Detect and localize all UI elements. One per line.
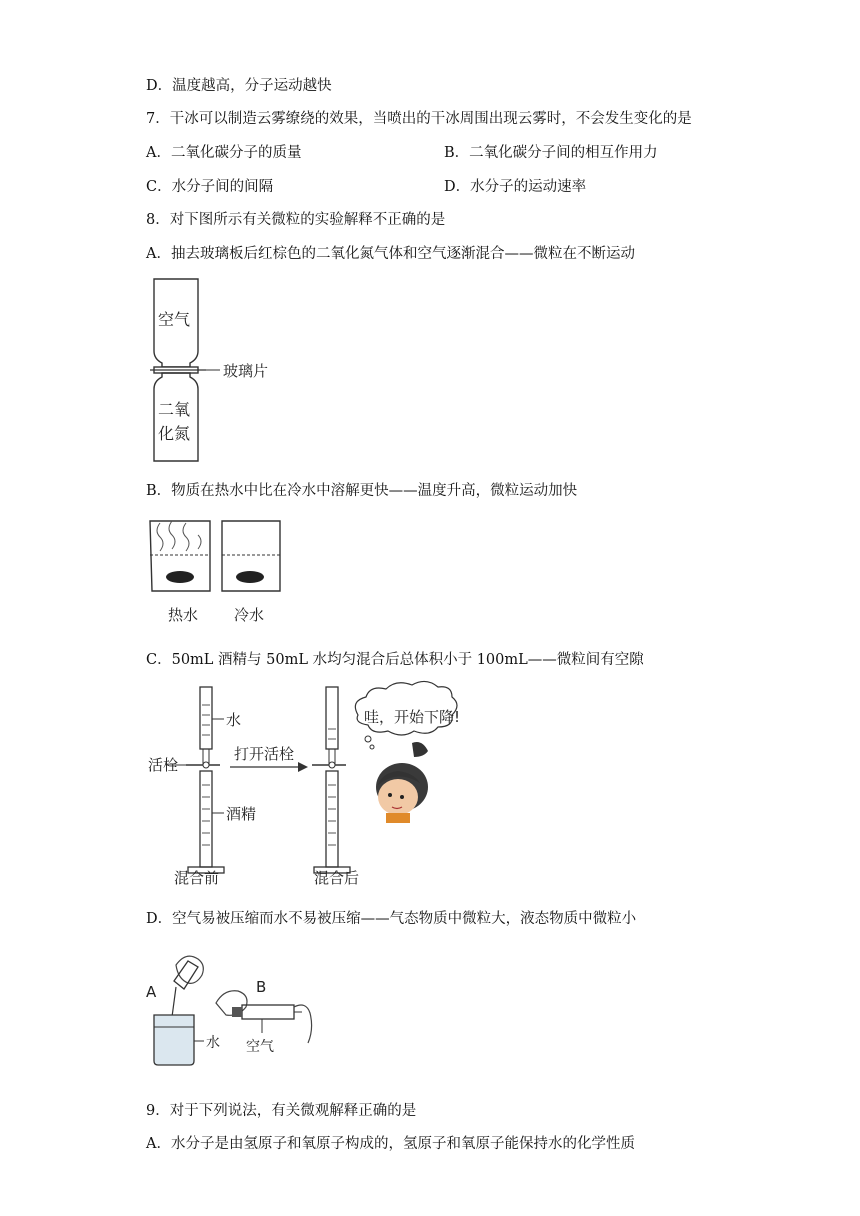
fig-b-hot-label: 热水 [168,606,199,624]
fig-d-label-a: A [146,983,157,1001]
q8-option-c: C．50mL 酒精与 50mL 水均匀混合后总体积小于 100mL——微粒间有空隙 [146,652,644,668]
q7-option-b: B．二氧化碳分子间的相互作用力 [444,145,658,161]
q7-option-d: D．水分子的运动速率 [444,179,587,195]
q8-option-a: A．抽去玻璃板后红棕色的二氧化氮气体和空气逐渐混合——微粒在不断运动 [146,246,635,262]
fig-c-speech: 哇，开始下降! [364,708,461,726]
fig-d-label-b: B [256,978,267,996]
figure-syringes [146,945,346,1070]
fig-b-cold-label: 冷水 [234,606,265,624]
q7-stem: 7．干冰可以制造云雾缭绕的效果，当喷出的干冰周围出现云雾时，不会发生变化的是 [146,111,692,127]
fig-a-bottom-line1: 二氧 [158,400,191,419]
fig-a-top-label: 空气 [158,310,191,329]
q7-option-a: A．二氧化碳分子的质量 [146,145,302,161]
figure-gas-jars [140,275,280,465]
girl-illustration [376,742,428,823]
fig-c-stopcock-label: 活栓 [148,756,179,774]
q6-option-d: D．温度越高，分子运动越快 [146,78,332,94]
q8-option-d: D．空气易被压缩而水不易被压缩——气态物质中微粒大，液态物质中微粒小 [146,911,637,927]
figure-beakers [146,515,286,630]
fig-c-before-label: 混合前 [174,869,220,887]
fig-c-alcohol-label: 酒精 [226,805,257,823]
fig-a-bottom-line2: 化氮 [158,424,191,443]
figure-burettes [146,685,476,890]
fig-c-open-label: 打开活栓 [234,745,295,763]
q8-option-b: B．物质在热水中比在冷水中溶解更快——温度升高，微粒运动加快 [146,483,578,499]
q7-option-c: C．水分子间的间隔 [146,179,274,195]
fig-a-plate-label: 玻璃片 [223,362,269,380]
fig-c-water-label: 水 [226,711,242,729]
q9-option-a: A．水分子是由氢原子和氧原子构成的，氢原子和氧原子能保持水的化学性质 [146,1136,635,1152]
q9-stem: 9．对于下列说法，有关微观解释正确的是 [146,1103,417,1119]
fig-d-air-label: 空气 [246,1039,274,1055]
fig-d-water-label: 水 [206,1035,220,1051]
q8-stem: 8．对下图所示有关微粒的实验解释不正确的是 [146,212,446,228]
fig-c-after-label: 混合后 [314,869,360,887]
